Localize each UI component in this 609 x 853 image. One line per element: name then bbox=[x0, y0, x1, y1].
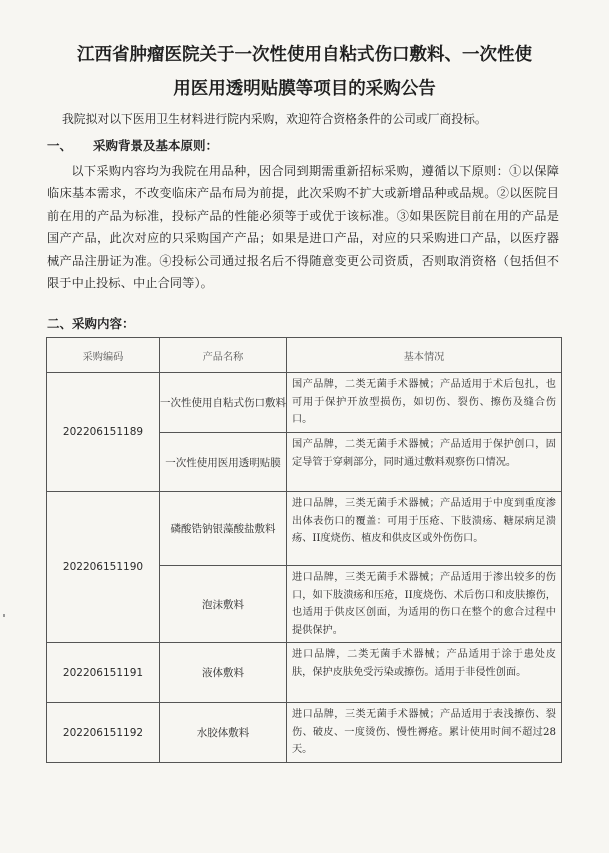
row-product-name: 液体敷料 bbox=[160, 643, 287, 703]
procurement-table bbox=[46, 337, 562, 763]
section-2-heading: 二、采购内容： bbox=[47, 316, 135, 331]
row-code: 202206151190 bbox=[47, 492, 160, 643]
row-description: 进口品牌，三类无菌手术器械；产品适用于表浅擦伤、裂伤、破皮、一度烫伤、慢性褥疮。累计使用时间不超过28天。 bbox=[287, 703, 562, 763]
row-code: 202206151189 bbox=[47, 373, 160, 492]
row-description: 进口品牌，三类无菌手术器械；产品适用于渗出较多的伤口，如下肢溃疡和压疮，II度烧伤、术后伤口和皮肤擦伤，也适用于供皮区创面，为适用的伤口在整个的愈合过程中提供保护。 bbox=[287, 566, 562, 643]
title-line-1: 江西省肿瘤医院关于一次性使用自粘式伤口敷料、一次性使 bbox=[77, 45, 532, 65]
row-description: 进口品牌，二类无菌手术器械；产品适用于涂于患处皮肤，保护皮肤免受污染或擦伤。适用于非侵性创面。 bbox=[287, 643, 562, 703]
title-line-2: 用医用透明贴膜等项目的采购公告 bbox=[173, 79, 436, 99]
header-description: 基本情况 bbox=[287, 338, 562, 373]
header-product-name: 产品名称 bbox=[160, 338, 287, 373]
table-row bbox=[47, 492, 562, 566]
row-product-name: 水胶体敷料 bbox=[160, 703, 287, 763]
row-product-name: 一次性使用自粘式伤口敷料 bbox=[160, 373, 287, 433]
row-description: 国产品牌，二类无菌手术器械；产品适用于术后包扎，也可用于保护开放型损伤，如切伤、裂伤、擦伤及缝合伤口。 bbox=[287, 373, 562, 433]
table-header-row bbox=[47, 338, 562, 373]
section-1-heading bbox=[47, 137, 218, 155]
row-product-name: 磷酸锆钠银藻酸盐敷料 bbox=[160, 492, 287, 566]
intro-paragraph: 我院拟对以下医用卫生材料进行院内采购，欢迎符合资格条件的公司或厂商投标。 bbox=[62, 112, 487, 126]
section-1-body: 以下采购内容均为我院在用品种，因合同到期需重新招标采购，遵循以下原则：①以保障临床基本需求，不改变临床产品布局为前提，此次采购不扩大或新增品种或品规。②以医院目前在用的产品为标准，投标产品的性能必须等于或优于该标准。③如果医院目前在用的产品是国产产品，此次对应的只采购国产产品；如果是进口产品，对应的只采购进口产品，以医疗器械产品注册证为准。④投标公司通过报名后不得随意变更公司资质，否则取消资格（包括但不限于中止投标、中止合同等）。 bbox=[47, 164, 559, 291]
row-product-name: 一次性使用医用透明贴膜 bbox=[160, 433, 287, 492]
table-row bbox=[47, 373, 562, 433]
header-code: 采购编码 bbox=[47, 338, 160, 373]
table-row bbox=[47, 643, 562, 703]
row-code: 202206151191 bbox=[47, 643, 160, 703]
table-row bbox=[47, 703, 562, 763]
document-title bbox=[30, 38, 579, 106]
row-description: 进口品牌，三类无菌手术器械；产品适用于中度到重度渗出体表伤口的覆盖：可用于压疮、下肢溃疡、糖尿病足溃疡、II度烧伤、植皮和供皮区或外伤伤口。 bbox=[287, 492, 562, 566]
row-description: 国产品牌，二类无菌手术器械；产品适用于保护创口，固定导管于穿刺部分，同时通过敷料观察伤口情况。 bbox=[287, 433, 562, 492]
section-1-number: 一、 bbox=[47, 138, 73, 153]
row-product-name: 泡沫敷料 bbox=[160, 566, 287, 643]
row-code: 202206151192 bbox=[47, 703, 160, 763]
section-1-title: 采购背景及基本原则： bbox=[93, 138, 219, 153]
scan-speck bbox=[3, 614, 5, 617]
